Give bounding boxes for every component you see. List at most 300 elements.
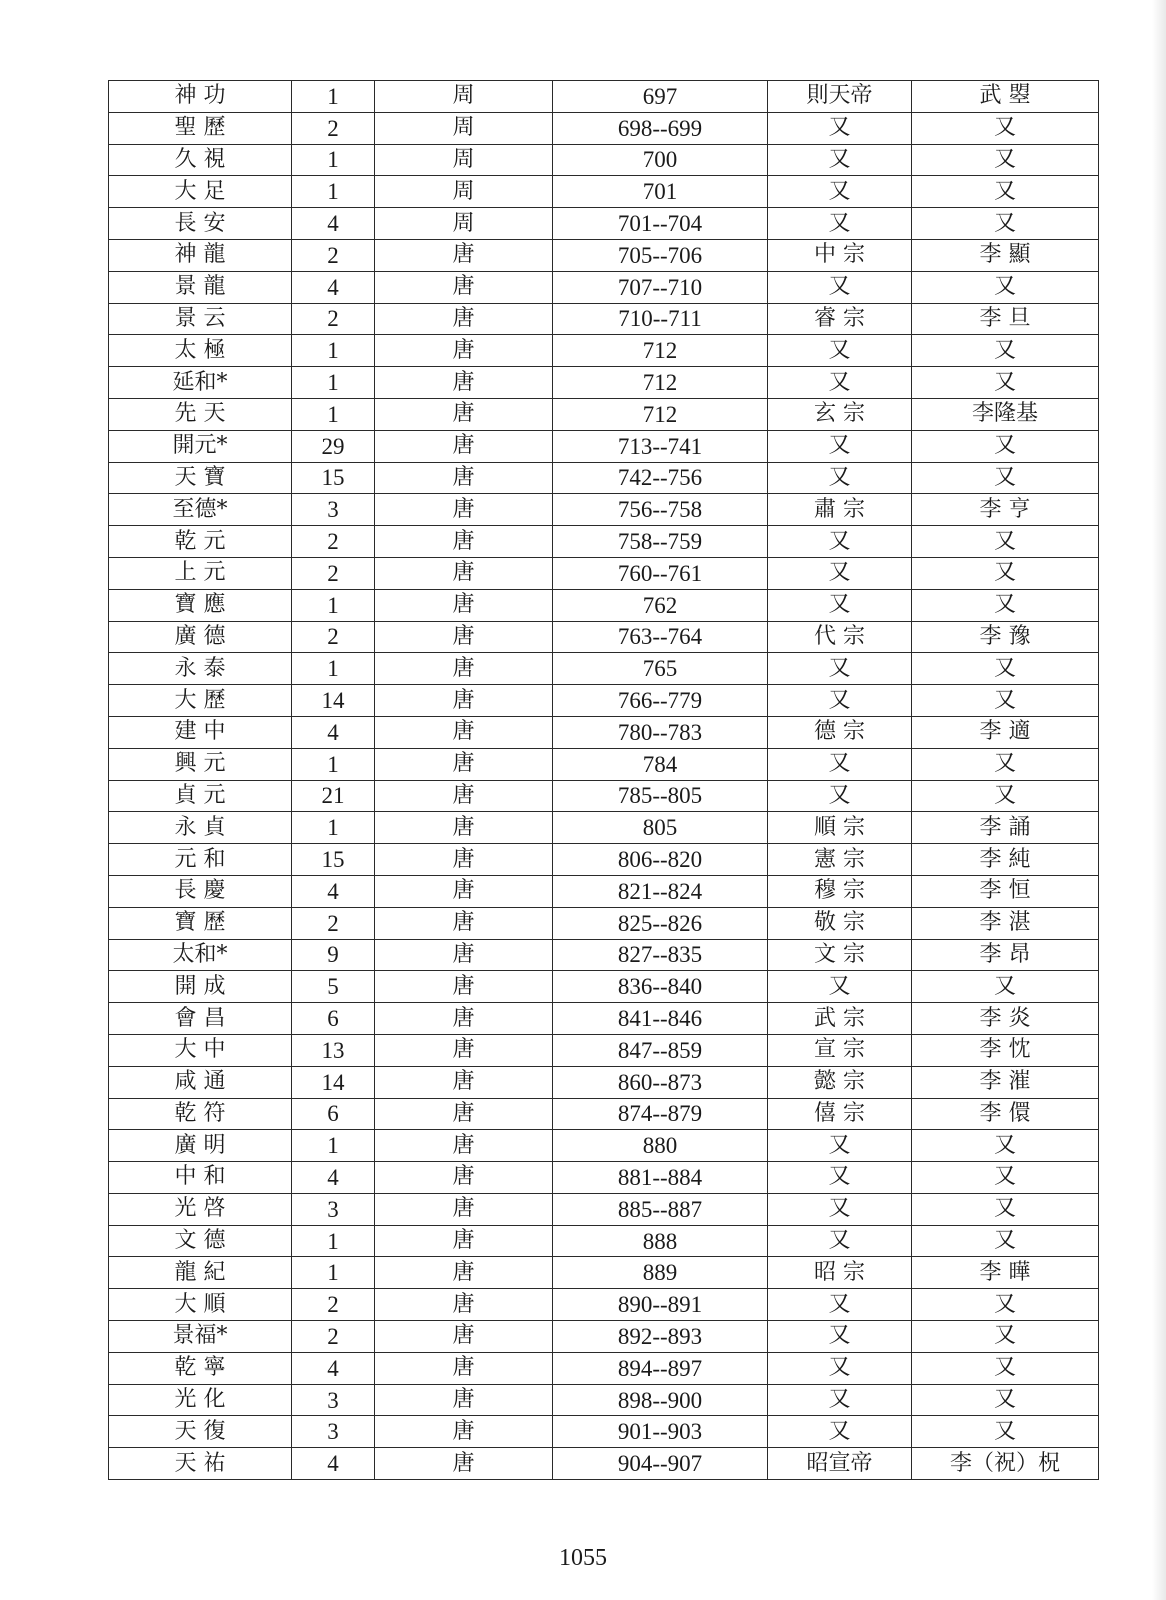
table-row: [109, 176, 1099, 208]
table-row: [109, 589, 1099, 621]
year-range-cell: 889: [553, 1257, 768, 1289]
emperor-title-cell: 僖 宗: [768, 1098, 912, 1130]
era-name-cell: 天 寶: [109, 462, 292, 494]
emperor-title-cell: 又: [768, 780, 912, 812]
era-name-cell: 太 極: [109, 335, 292, 367]
year-range-cell: 705--706: [553, 239, 768, 271]
table-row: [109, 621, 1099, 653]
year-range-cell: 885--887: [553, 1193, 768, 1225]
table-row: [109, 1098, 1099, 1130]
emperor-name-cell: 李 儇: [912, 1098, 1099, 1130]
dynasty-cell: 唐: [375, 1098, 553, 1130]
table-row: [109, 81, 1099, 113]
emperor-name-cell: 李 曄: [912, 1257, 1099, 1289]
era-name-cell: 景 云: [109, 303, 292, 335]
year-range-cell: 847--859: [553, 1034, 768, 1066]
years-count-cell: 1: [292, 589, 375, 621]
year-range-cell: 697: [553, 81, 768, 113]
era-name-cell: 開 成: [109, 971, 292, 1003]
emperor-name-cell: 又: [912, 685, 1099, 717]
year-range-cell: 698--699: [553, 112, 768, 144]
emperor-name-cell: 又: [912, 1289, 1099, 1321]
emperor-title-cell: 睿 宗: [768, 303, 912, 335]
emperor-title-cell: 又: [768, 971, 912, 1003]
emperor-title-cell: 又: [768, 557, 912, 589]
emperor-name-cell: 又: [912, 1130, 1099, 1162]
years-count-cell: 29: [292, 430, 375, 462]
emperor-title-cell: 又: [768, 1289, 912, 1321]
era-name-cell: 神 龍: [109, 239, 292, 271]
dynasty-cell: 唐: [375, 1257, 553, 1289]
emperor-name-cell: 又: [912, 208, 1099, 240]
dynasty-cell: 唐: [375, 398, 553, 430]
emperor-name-cell: 李 忱: [912, 1034, 1099, 1066]
emperor-title-cell: 又: [768, 430, 912, 462]
dynasty-cell: 唐: [375, 1193, 553, 1225]
emperor-name-cell: 又: [912, 780, 1099, 812]
emperor-name-cell: 又: [912, 748, 1099, 780]
era-name-cell: 久 視: [109, 144, 292, 176]
era-name-cell: 建 中: [109, 716, 292, 748]
years-count-cell: 1: [292, 335, 375, 367]
table-row: [109, 398, 1099, 430]
year-range-cell: 760--761: [553, 557, 768, 589]
emperor-name-cell: 李 純: [912, 844, 1099, 876]
dynasty-cell: 周: [375, 112, 553, 144]
year-range-cell: 762: [553, 589, 768, 621]
emperor-title-cell: 則天帝: [768, 81, 912, 113]
table-row: [109, 1130, 1099, 1162]
era-name-cell: 中 和: [109, 1162, 292, 1194]
year-range-cell: 898--900: [553, 1384, 768, 1416]
years-count-cell: 14: [292, 1066, 375, 1098]
year-range-cell: 904--907: [553, 1448, 768, 1480]
table-row: [109, 971, 1099, 1003]
years-count-cell: 4: [292, 1352, 375, 1384]
emperor-title-cell: 玄 宗: [768, 398, 912, 430]
emperor-title-cell: 又: [768, 367, 912, 399]
year-range-cell: 890--891: [553, 1289, 768, 1321]
era-name-cell: 先 天: [109, 398, 292, 430]
emperor-title-cell: 又: [768, 462, 912, 494]
table-row: [109, 685, 1099, 717]
years-count-cell: 2: [292, 112, 375, 144]
emperor-name-cell: 李 誦: [912, 812, 1099, 844]
year-range-cell: 860--873: [553, 1066, 768, 1098]
table-body: [109, 81, 1099, 1480]
year-range-cell: 742--756: [553, 462, 768, 494]
emperor-title-cell: 又: [768, 1130, 912, 1162]
era-name-cell: 咸 通: [109, 1066, 292, 1098]
dynasty-cell: 唐: [375, 748, 553, 780]
dynasty-cell: 唐: [375, 1225, 553, 1257]
years-count-cell: 1: [292, 812, 375, 844]
emperor-name-cell: 又: [912, 462, 1099, 494]
dynasty-cell: 唐: [375, 557, 553, 589]
emperor-name-cell: 又: [912, 1193, 1099, 1225]
dynasty-cell: 唐: [375, 335, 553, 367]
table-row: [109, 907, 1099, 939]
emperor-title-cell: 又: [768, 685, 912, 717]
era-name-cell: 天 祐: [109, 1448, 292, 1480]
year-range-cell: 880: [553, 1130, 768, 1162]
emperor-name-cell: 又: [912, 144, 1099, 176]
dynasty-cell: 唐: [375, 1352, 553, 1384]
dynasty-cell: 唐: [375, 271, 553, 303]
era-name-cell: 寶 應: [109, 589, 292, 621]
era-name-table: [108, 80, 1099, 1480]
era-name-table-container: [108, 80, 1098, 1480]
era-name-cell: 神 功: [109, 81, 292, 113]
years-count-cell: 4: [292, 875, 375, 907]
emperor-title-cell: 又: [768, 589, 912, 621]
era-name-cell: 廣 德: [109, 621, 292, 653]
year-range-cell: 712: [553, 367, 768, 399]
dynasty-cell: 唐: [375, 907, 553, 939]
years-count-cell: 15: [292, 462, 375, 494]
emperor-name-cell: 李 恒: [912, 875, 1099, 907]
emperor-title-cell: 又: [768, 748, 912, 780]
year-range-cell: 841--846: [553, 1003, 768, 1035]
emperor-title-cell: 又: [768, 526, 912, 558]
dynasty-cell: 唐: [375, 685, 553, 717]
table-row: [109, 144, 1099, 176]
years-count-cell: 21: [292, 780, 375, 812]
emperor-title-cell: 德 宗: [768, 716, 912, 748]
emperor-name-cell: 又: [912, 1352, 1099, 1384]
emperor-title-cell: 昭宣帝: [768, 1448, 912, 1480]
table-row: [109, 653, 1099, 685]
dynasty-cell: 唐: [375, 875, 553, 907]
dynasty-cell: 周: [375, 81, 553, 113]
emperor-title-cell: 又: [768, 1384, 912, 1416]
table-row: [109, 367, 1099, 399]
years-count-cell: 4: [292, 271, 375, 303]
emperor-name-cell: 又: [912, 971, 1099, 1003]
dynasty-cell: 唐: [375, 1003, 553, 1035]
table-row: [109, 716, 1099, 748]
table-row: [109, 1448, 1099, 1480]
emperor-name-cell: 武 曌: [912, 81, 1099, 113]
emperor-title-cell: 又: [768, 1225, 912, 1257]
dynasty-cell: 唐: [375, 653, 553, 685]
emperor-name-cell: 又: [912, 1225, 1099, 1257]
dynasty-cell: 唐: [375, 1416, 553, 1448]
dynasty-cell: 唐: [375, 812, 553, 844]
years-count-cell: 2: [292, 526, 375, 558]
dynasty-cell: 唐: [375, 526, 553, 558]
emperor-title-cell: 宣 宗: [768, 1034, 912, 1066]
year-range-cell: 784: [553, 748, 768, 780]
era-name-cell: 開元*: [109, 430, 292, 462]
table-row: [109, 780, 1099, 812]
years-count-cell: 9: [292, 939, 375, 971]
year-range-cell: 785--805: [553, 780, 768, 812]
emperor-title-cell: 又: [768, 1352, 912, 1384]
table-row: [109, 844, 1099, 876]
table-row: [109, 1352, 1099, 1384]
era-name-cell: 延和*: [109, 367, 292, 399]
emperor-name-cell: 李 昂: [912, 939, 1099, 971]
emperor-title-cell: 中 宗: [768, 239, 912, 271]
year-range-cell: 805: [553, 812, 768, 844]
dynasty-cell: 唐: [375, 1289, 553, 1321]
dynasty-cell: 唐: [375, 589, 553, 621]
years-count-cell: 3: [292, 1416, 375, 1448]
table-row: [109, 430, 1099, 462]
years-count-cell: 14: [292, 685, 375, 717]
era-name-cell: 永 貞: [109, 812, 292, 844]
emperor-name-cell: 又: [912, 1384, 1099, 1416]
era-name-cell: 龍 紀: [109, 1257, 292, 1289]
emperor-name-cell: 又: [912, 1321, 1099, 1353]
table-row: [109, 1003, 1099, 1035]
emperor-title-cell: 文 宗: [768, 939, 912, 971]
year-range-cell: 763--764: [553, 621, 768, 653]
emperor-title-cell: 武 宗: [768, 1003, 912, 1035]
dynasty-cell: 唐: [375, 1162, 553, 1194]
emperor-name-cell: 李隆基: [912, 398, 1099, 430]
emperor-name-cell: 又: [912, 176, 1099, 208]
years-count-cell: 1: [292, 1257, 375, 1289]
era-name-cell: 上 元: [109, 557, 292, 589]
dynasty-cell: 唐: [375, 844, 553, 876]
table-row: [109, 557, 1099, 589]
years-count-cell: 2: [292, 1289, 375, 1321]
years-count-cell: 4: [292, 716, 375, 748]
emperor-name-cell: 又: [912, 526, 1099, 558]
dynasty-cell: 唐: [375, 1034, 553, 1066]
years-count-cell: 4: [292, 208, 375, 240]
table-row: [109, 1384, 1099, 1416]
year-range-cell: 758--759: [553, 526, 768, 558]
table-row: [109, 239, 1099, 271]
emperor-title-cell: 又: [768, 176, 912, 208]
table-row: [109, 1225, 1099, 1257]
dynasty-cell: 唐: [375, 367, 553, 399]
years-count-cell: 2: [292, 1321, 375, 1353]
table-row: [109, 303, 1099, 335]
years-count-cell: 2: [292, 303, 375, 335]
emperor-title-cell: 又: [768, 1416, 912, 1448]
dynasty-cell: 唐: [375, 1321, 553, 1353]
emperor-name-cell: 李 亨: [912, 494, 1099, 526]
emperor-title-cell: 肅 宗: [768, 494, 912, 526]
dynasty-cell: 唐: [375, 462, 553, 494]
dynasty-cell: 周: [375, 208, 553, 240]
era-name-cell: 寶 歷: [109, 907, 292, 939]
dynasty-cell: 唐: [375, 239, 553, 271]
era-name-cell: 大 順: [109, 1289, 292, 1321]
emperor-name-cell: 又: [912, 653, 1099, 685]
year-range-cell: 881--884: [553, 1162, 768, 1194]
era-name-cell: 太和*: [109, 939, 292, 971]
year-range-cell: 780--783: [553, 716, 768, 748]
era-name-cell: 景福*: [109, 1321, 292, 1353]
table-row: [109, 1193, 1099, 1225]
year-range-cell: 710--711: [553, 303, 768, 335]
emperor-name-cell: 李（祝）柷: [912, 1448, 1099, 1480]
era-name-cell: 光 化: [109, 1384, 292, 1416]
year-range-cell: 766--779: [553, 685, 768, 717]
years-count-cell: 6: [292, 1098, 375, 1130]
dynasty-cell: 唐: [375, 1384, 553, 1416]
table-row: [109, 812, 1099, 844]
years-count-cell: 1: [292, 176, 375, 208]
emperor-name-cell: 李 漼: [912, 1066, 1099, 1098]
year-range-cell: 901--903: [553, 1416, 768, 1448]
table-row: [109, 1321, 1099, 1353]
dynasty-cell: 唐: [375, 1066, 553, 1098]
table-row: [109, 875, 1099, 907]
table-row: [109, 112, 1099, 144]
emperor-name-cell: 李 適: [912, 716, 1099, 748]
emperor-title-cell: 又: [768, 1162, 912, 1194]
year-range-cell: 701: [553, 176, 768, 208]
emperor-name-cell: 又: [912, 1162, 1099, 1194]
years-count-cell: 1: [292, 398, 375, 430]
era-name-cell: 文 德: [109, 1225, 292, 1257]
emperor-title-cell: 又: [768, 208, 912, 240]
years-count-cell: 4: [292, 1448, 375, 1480]
emperor-name-cell: 李 顯: [912, 239, 1099, 271]
years-count-cell: 1: [292, 653, 375, 685]
emperor-name-cell: 又: [912, 1416, 1099, 1448]
table-row: [109, 271, 1099, 303]
years-count-cell: 3: [292, 494, 375, 526]
emperor-name-cell: 又: [912, 335, 1099, 367]
dynasty-cell: 唐: [375, 939, 553, 971]
years-count-cell: 15: [292, 844, 375, 876]
year-range-cell: 707--710: [553, 271, 768, 303]
table-row: [109, 526, 1099, 558]
dynasty-cell: 唐: [375, 621, 553, 653]
era-name-cell: 天 復: [109, 1416, 292, 1448]
year-range-cell: 894--897: [553, 1352, 768, 1384]
years-count-cell: 2: [292, 239, 375, 271]
era-name-cell: 會 昌: [109, 1003, 292, 1035]
era-name-cell: 貞 元: [109, 780, 292, 812]
emperor-title-cell: 又: [768, 335, 912, 367]
emperor-name-cell: 又: [912, 112, 1099, 144]
emperor-title-cell: 敬 宗: [768, 907, 912, 939]
years-count-cell: 1: [292, 748, 375, 780]
emperor-name-cell: 又: [912, 557, 1099, 589]
era-name-cell: 大 歷: [109, 685, 292, 717]
years-count-cell: 2: [292, 621, 375, 653]
years-count-cell: 2: [292, 557, 375, 589]
era-name-cell: 興 元: [109, 748, 292, 780]
era-name-cell: 大 足: [109, 176, 292, 208]
era-name-cell: 景 龍: [109, 271, 292, 303]
table-row: [109, 208, 1099, 240]
emperor-title-cell: 又: [768, 1193, 912, 1225]
emperor-name-cell: 又: [912, 271, 1099, 303]
emperor-title-cell: 順 宗: [768, 812, 912, 844]
table-row: [109, 1416, 1099, 1448]
era-name-cell: 至德*: [109, 494, 292, 526]
year-range-cell: 712: [553, 398, 768, 430]
year-range-cell: 821--824: [553, 875, 768, 907]
table-row: [109, 1162, 1099, 1194]
years-count-cell: 1: [292, 81, 375, 113]
table-row: [109, 939, 1099, 971]
years-count-cell: 1: [292, 1225, 375, 1257]
emperor-name-cell: 李 旦: [912, 303, 1099, 335]
table-row: [109, 1066, 1099, 1098]
emperor-name-cell: 又: [912, 367, 1099, 399]
table-row: [109, 1034, 1099, 1066]
page-number: 1055: [559, 1545, 607, 1571]
era-name-cell: 永 泰: [109, 653, 292, 685]
emperor-name-cell: 又: [912, 430, 1099, 462]
era-name-cell: 大 中: [109, 1034, 292, 1066]
dynasty-cell: 唐: [375, 1448, 553, 1480]
era-name-cell: 光 啓: [109, 1193, 292, 1225]
era-name-cell: 長 慶: [109, 875, 292, 907]
years-count-cell: 3: [292, 1193, 375, 1225]
emperor-title-cell: 代 宗: [768, 621, 912, 653]
dynasty-cell: 周: [375, 144, 553, 176]
scan-edge-shadow: [1152, 0, 1166, 1600]
year-range-cell: 712: [553, 335, 768, 367]
table-row: [109, 1289, 1099, 1321]
year-range-cell: 806--820: [553, 844, 768, 876]
dynasty-cell: 唐: [375, 303, 553, 335]
emperor-title-cell: 懿 宗: [768, 1066, 912, 1098]
years-count-cell: 6: [292, 1003, 375, 1035]
year-range-cell: 700: [553, 144, 768, 176]
year-range-cell: 827--835: [553, 939, 768, 971]
era-name-cell: 元 和: [109, 844, 292, 876]
year-range-cell: 892--893: [553, 1321, 768, 1353]
table-row: [109, 494, 1099, 526]
era-name-cell: 長 安: [109, 208, 292, 240]
year-range-cell: 888: [553, 1225, 768, 1257]
years-count-cell: 1: [292, 367, 375, 399]
dynasty-cell: 唐: [375, 971, 553, 1003]
emperor-name-cell: 又: [912, 589, 1099, 621]
year-range-cell: 701--704: [553, 208, 768, 240]
table-row: [109, 335, 1099, 367]
emperor-title-cell: 昭 宗: [768, 1257, 912, 1289]
emperor-title-cell: 又: [768, 653, 912, 685]
era-name-cell: 乾 符: [109, 1098, 292, 1130]
year-range-cell: 765: [553, 653, 768, 685]
year-range-cell: 756--758: [553, 494, 768, 526]
dynasty-cell: 唐: [375, 716, 553, 748]
years-count-cell: 13: [292, 1034, 375, 1066]
emperor-title-cell: 又: [768, 1321, 912, 1353]
years-count-cell: 5: [292, 971, 375, 1003]
emperor-title-cell: 又: [768, 144, 912, 176]
years-count-cell: 2: [292, 907, 375, 939]
emperor-title-cell: 又: [768, 112, 912, 144]
emperor-name-cell: 李 炎: [912, 1003, 1099, 1035]
era-name-cell: 乾 元: [109, 526, 292, 558]
emperor-title-cell: 憲 宗: [768, 844, 912, 876]
dynasty-cell: 唐: [375, 1130, 553, 1162]
emperor-title-cell: 又: [768, 271, 912, 303]
dynasty-cell: 唐: [375, 780, 553, 812]
years-count-cell: 4: [292, 1162, 375, 1194]
emperor-name-cell: 李 豫: [912, 621, 1099, 653]
year-range-cell: 874--879: [553, 1098, 768, 1130]
dynasty-cell: 唐: [375, 430, 553, 462]
emperor-name-cell: 李 湛: [912, 907, 1099, 939]
years-count-cell: 1: [292, 144, 375, 176]
era-name-cell: 乾 寧: [109, 1352, 292, 1384]
